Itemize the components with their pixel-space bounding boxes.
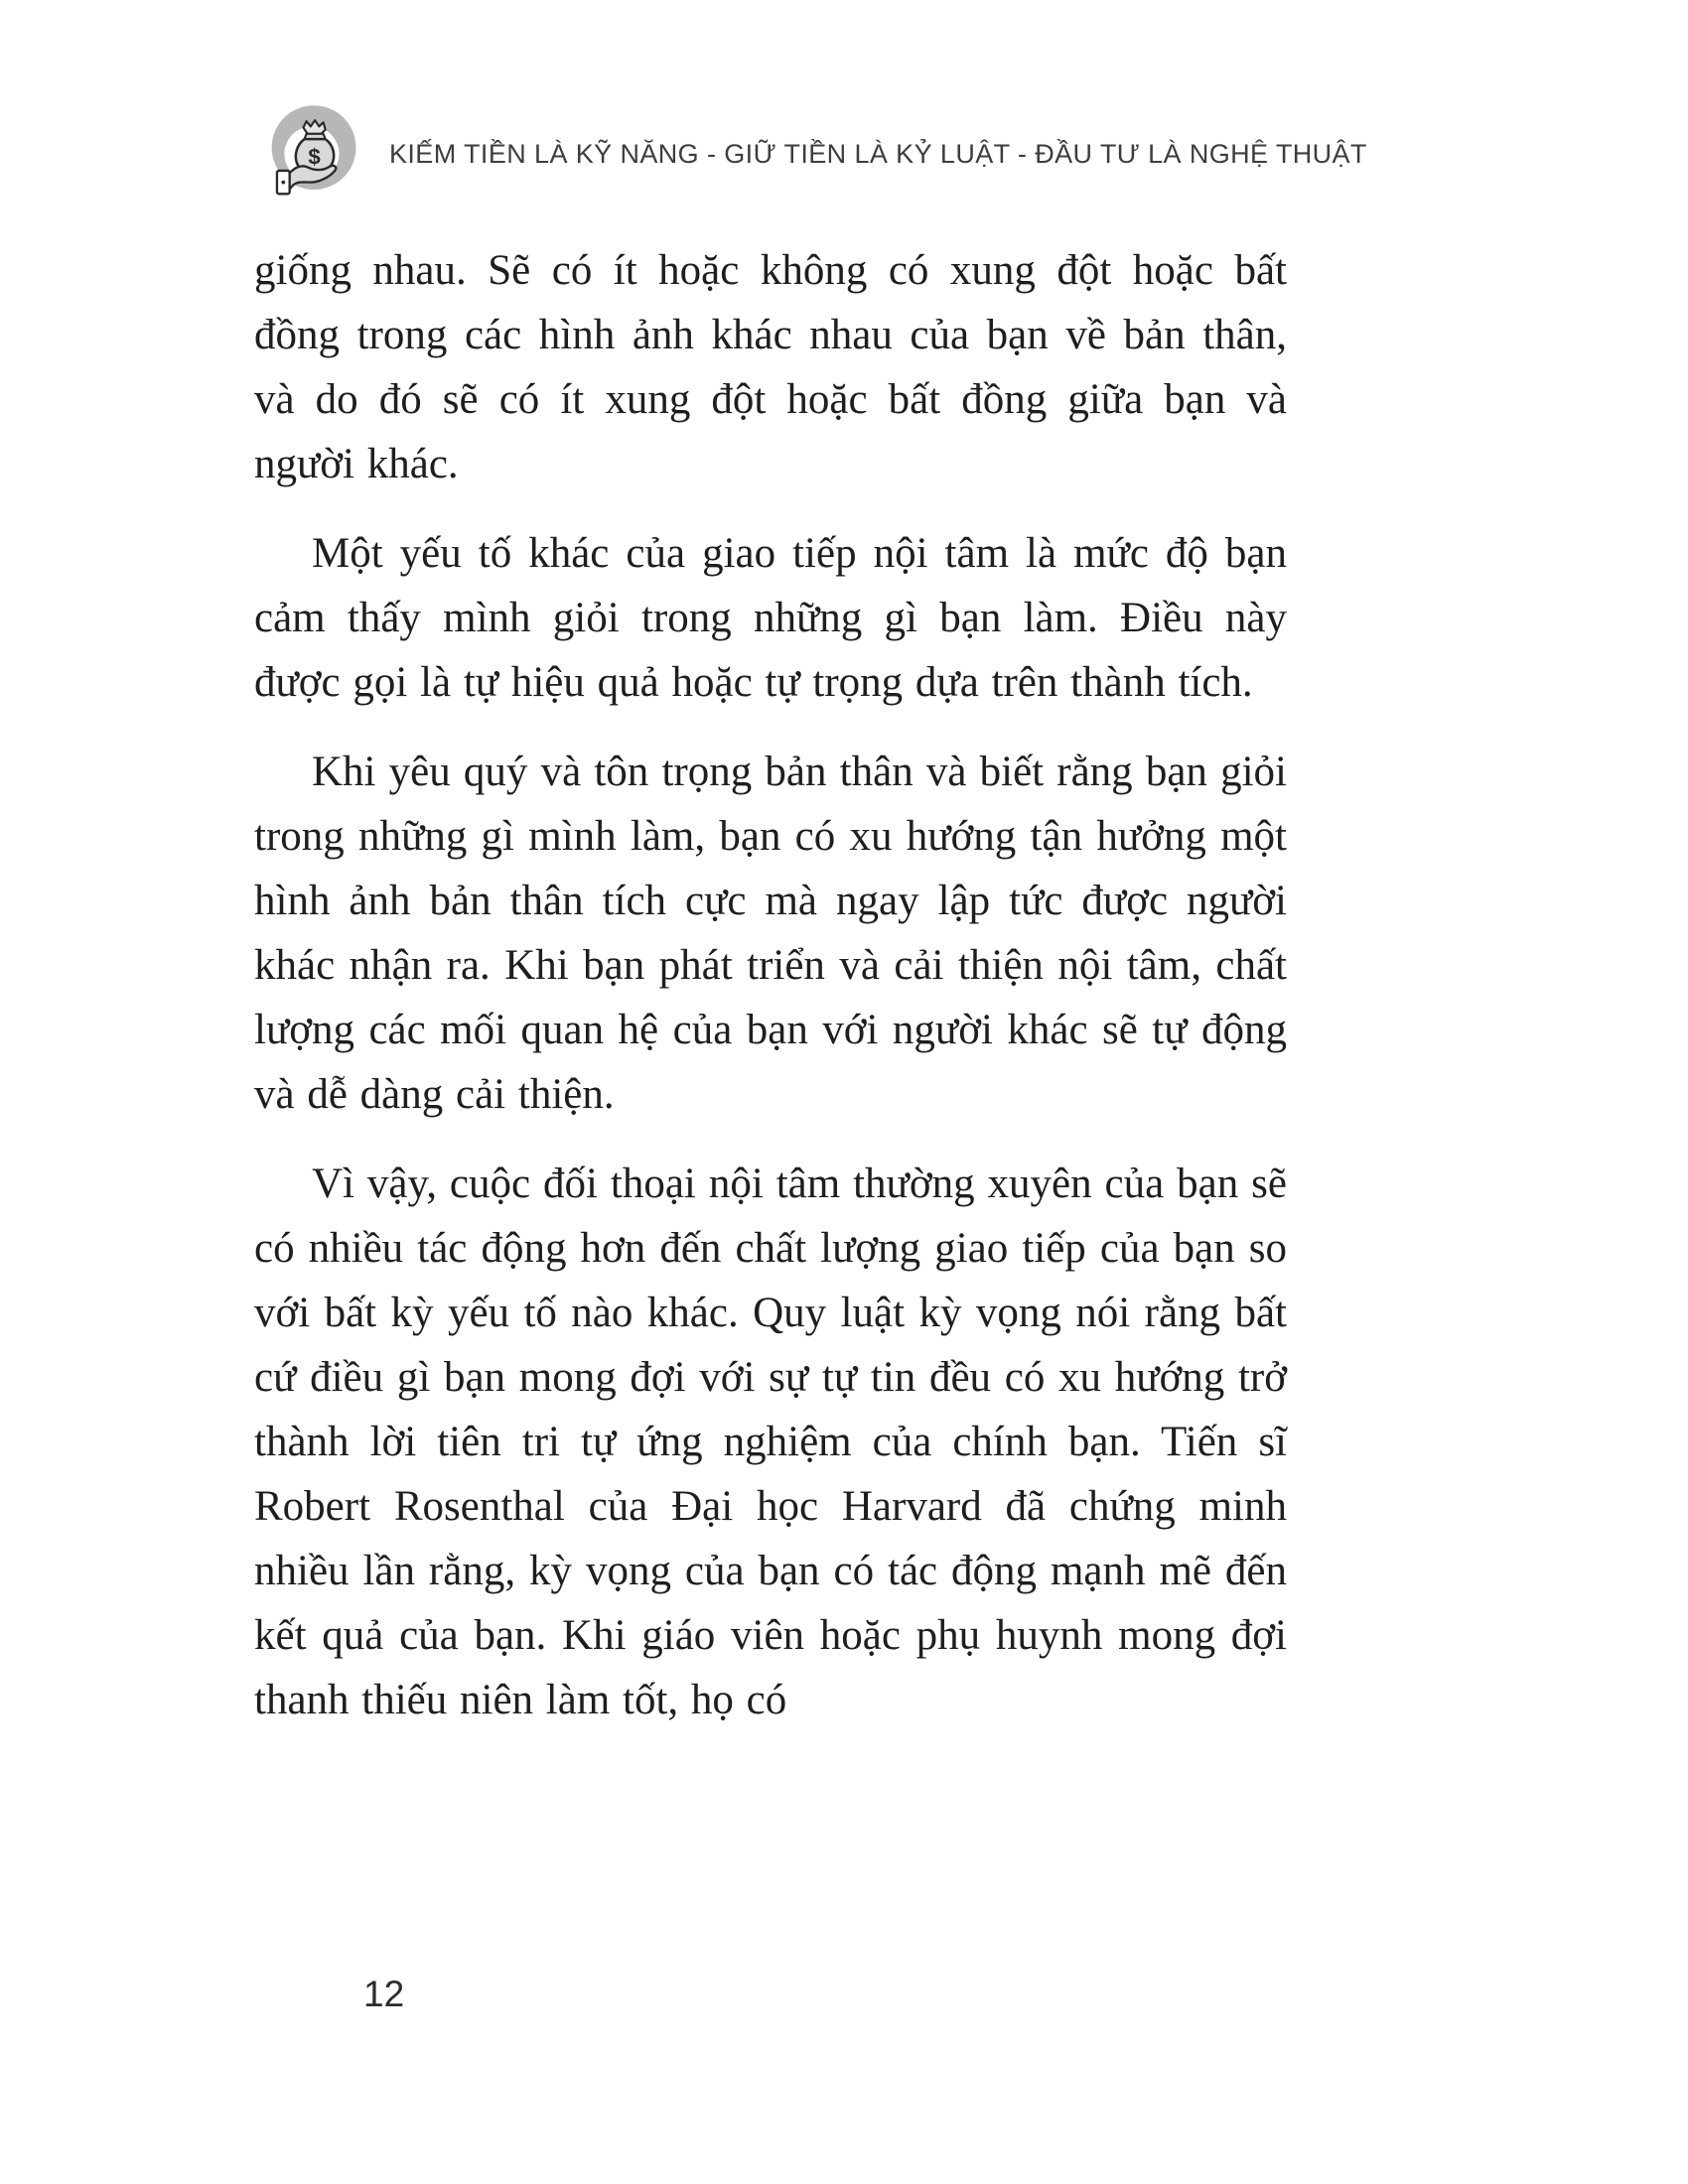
- money-bag-hand-icon: [260, 101, 365, 206]
- page-number: 12: [363, 1974, 405, 2014]
- svg-text:$: $: [308, 144, 321, 170]
- page-header: [260, 101, 1367, 206]
- body-text: [254, 238, 1287, 1757]
- body-paragraph: giống nhau. Sẽ có ít hoặc không có xung đột hoặc bất đồng trong các hình ảnh khác nhau của bạn về bản thân, và do đó sẽ có ít xung đột hoặc bất đồng giữa bạn và người khác.: [254, 247, 1287, 487]
- body-paragraph: Khi yêu quý và tôn trọng bản thân và biết rằng bạn giỏi trong những gì mình làm, bạn có xu hướng tận hưởng một hình ảnh bản thân tích cực mà ngay lập tức được người khác nhận ra. Khi bạn phát triển và cải thiện nội tâm, chất lượng các mối quan hệ của bạn với người khác sẽ tự động và dễ dàng cải thiện.: [254, 749, 1287, 1118]
- body-paragraph: Vì vậy, cuộc đối thoại nội tâm thường xuyên của bạn sẽ có nhiều tác động hơn đến chất lượng giao tiếp của bạn so với bất kỳ yếu tố nào khác. Quy luật kỳ vọng nói rằng bất cứ điều gì bạn mong đợi với sự tự tin đều có xu hướng trở thành lời tiên tri tự ứng nghiệm của chính bạn. Tiến sĩ Robert Rosenthal của Đại học Harvard đã chứng minh nhiều lần rằng, kỳ vọng của bạn có tác động mạnh mẽ đến kết quả của bạn. Khi giáo viên hoặc phụ huynh mong đợi thanh thiếu niên làm tốt, họ có: [254, 1160, 1287, 1723]
- header-title: KIẾM TIỀN LÀ KỸ NĂNG - GIỮ TIỀN LÀ KỶ LUẬT - ĐẦU TƯ LÀ NGHỆ THUẬT: [389, 138, 1367, 169]
- body-paragraph: Một yếu tố khác của giao tiếp nội tâm là mức độ bạn cảm thấy mình giỏi trong những gì bạn làm. Điều này được gọi là tự hiệu quả hoặc tự trọng dựa trên thành tích.: [254, 530, 1287, 706]
